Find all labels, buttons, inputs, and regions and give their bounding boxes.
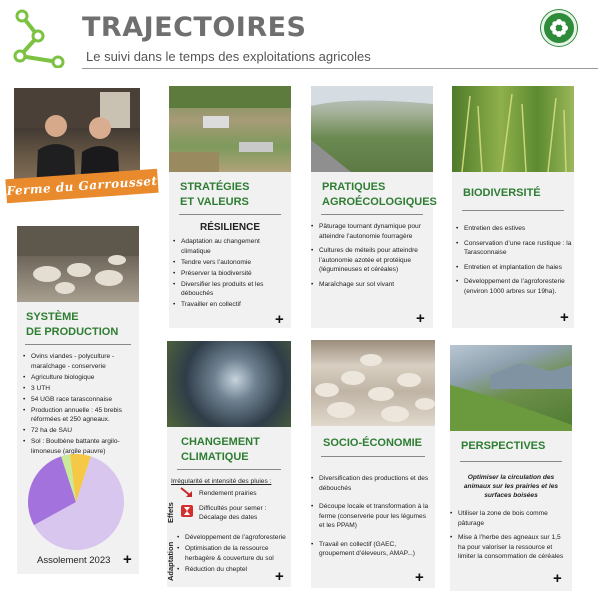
expand-plus-icon[interactable]: + <box>275 568 284 585</box>
strategies-title-line1: STRATÉGIES <box>180 181 250 193</box>
list-item: • Préserver la biodiversité <box>173 269 289 279</box>
perspectives-title: PERSPECTIVES <box>461 440 546 452</box>
changement-title-line2: CLIMATIQUE <box>181 451 249 463</box>
expand-plus-icon[interactable]: + <box>416 310 425 327</box>
divider <box>177 469 281 470</box>
socio-panel <box>311 426 435 588</box>
arrow-down-right-icon <box>180 487 194 499</box>
list-item: • Diversifier les produits et les débouchés <box>173 280 289 299</box>
systeme-title-line1: SYSTÈME <box>26 311 79 323</box>
list-item: • Ovins viandes - polyculture - maraîchage - conserverie <box>23 352 137 371</box>
list-item: • Travail en collectif (GAEC, groupement d’éleveurs, AMAP...) <box>311 540 433 559</box>
changement-subtitle: Irrégularité et intensité des pluies : <box>171 478 272 485</box>
strategies-list <box>173 237 289 311</box>
adaptation-label: Adaptation <box>166 541 175 581</box>
strategies-title-line2: ET VALEURS <box>180 196 249 208</box>
adaptation-list <box>177 533 289 576</box>
page-title: TRAJECTOIRES <box>82 12 307 43</box>
list-item: • Entretien et implantation de haies <box>456 263 572 273</box>
expand-plus-icon[interactable]: + <box>275 311 284 328</box>
list-item: • Développement de l’agroforesterie (environ 1000 arbres sur 19ha). <box>456 277 572 296</box>
list-item: • Adaptation au changement climatique <box>173 237 289 256</box>
divider <box>460 461 562 462</box>
list-item: • Entretien des estives <box>456 224 572 234</box>
expand-plus-icon[interactable]: + <box>415 569 424 586</box>
pratiques-title-line1: PRATIQUES <box>322 181 386 193</box>
list-item: • 72 ha de SAU <box>23 426 137 436</box>
list-item: • Réduction du cheptel <box>177 565 289 575</box>
list-item: • Production annuelle : 45 brebis réformées et 250 agneaux. <box>23 406 137 425</box>
effet-item: Difficultés pour semer : Décalage des dates <box>199 505 267 521</box>
expand-plus-icon[interactable]: + <box>123 551 132 568</box>
list-item: • Mise à l’herbe des agneaux sur 1,5 ha pour valoriser la ressource et limiter la consommation de céréales <box>450 533 568 562</box>
list-item: • Utiliser la zone de bois comme pâturage <box>450 509 568 528</box>
divider <box>321 214 423 215</box>
list-item: • Sol : Boulbène battante argilo-limoneuse (argile pauvre) <box>23 437 137 456</box>
assolement-pie-chart <box>26 452 126 552</box>
divider <box>179 214 281 215</box>
biodiversite-panel <box>452 172 574 328</box>
effets-label: Effets <box>166 502 175 523</box>
divider <box>321 456 425 457</box>
systeme-title-line2: DE PRODUCTION <box>26 326 119 338</box>
list-item: • Diversification des productions et des débouchés <box>311 474 433 493</box>
expand-plus-icon[interactable]: + <box>553 570 562 587</box>
sheep-flock-photo <box>311 340 435 426</box>
effet-item: Rendement prairies <box>199 490 257 497</box>
changement-panel <box>167 427 291 587</box>
list-item: • Maraîchage sur sol vivant <box>311 280 429 290</box>
sheep-photo <box>17 226 139 302</box>
list-item: • Travailler en collectif <box>173 300 289 310</box>
flower-logo-icon <box>541 10 577 46</box>
systeme-list <box>23 352 137 458</box>
trajectory-logo-icon <box>12 6 68 68</box>
list-item: • Tendre vers l’autonomie <box>173 258 289 268</box>
pratiques-panel <box>311 172 437 328</box>
list-item: • Optimisation de la ressource herbagère & couverture du sol <box>177 544 289 563</box>
strategies-panel <box>169 172 291 328</box>
list-item: • Agriculture biologique <box>23 373 137 383</box>
header-divider <box>82 68 598 69</box>
list-item: • Développement de l’agroforesterie <box>177 533 289 543</box>
changement-title-line1: CHANGEMENT <box>181 436 260 448</box>
list-item: • Cultures de méteils pour atteindre l’autonomie azotée et protéique (légumineuses et céréales) <box>311 246 429 275</box>
biodiversite-title: BIODIVERSITÉ <box>463 187 541 199</box>
socio-list <box>311 474 433 568</box>
farm-name-banner: Ferme du Garrousset <box>5 169 158 204</box>
systeme-panel <box>17 302 139 574</box>
resilience-heading: RÉSILIENCE <box>199 222 260 233</box>
list-item: • 54 UGB race tarasconnaise <box>23 395 137 405</box>
list-item: • 3 UTH <box>23 384 137 394</box>
assolement-label: Assolement 2023 <box>37 555 111 566</box>
list-item: • Pâturage tournant dynamique pour atteindre l’autonomie fourragère <box>311 222 429 241</box>
crops-photo <box>452 86 574 172</box>
storm-sky-photo <box>167 341 291 427</box>
list-item: • Découpe locale et transformation à la ferme (conserverie pour les légumes et les PPAM) <box>311 502 433 531</box>
pratiques-title-line2: AGROÉCOLOGIQUES <box>322 196 437 208</box>
divider <box>462 210 564 211</box>
aerial-farm-photo <box>169 86 291 172</box>
socio-title: SOCIO-ÉCONOMIE <box>323 437 423 449</box>
perspectives-list <box>450 509 568 567</box>
pasture-photo <box>311 86 433 172</box>
pratiques-list <box>311 222 429 294</box>
page-subtitle: Le suivi dans le temps des exploitations agricoles <box>86 49 371 64</box>
hourglass-icon <box>181 505 193 517</box>
perspectives-quote: Optimiser la circulation des animaux sur les prairies et les surfaces boisées <box>463 474 559 499</box>
mountain-meadow-photo <box>450 345 572 431</box>
perspectives-panel <box>450 431 572 591</box>
list-item: • Conservation d’une race rustique : la Tarasconnaise <box>456 239 572 258</box>
biodiversite-list <box>456 224 572 301</box>
divider <box>25 344 131 345</box>
expand-plus-icon[interactable]: + <box>560 309 569 326</box>
